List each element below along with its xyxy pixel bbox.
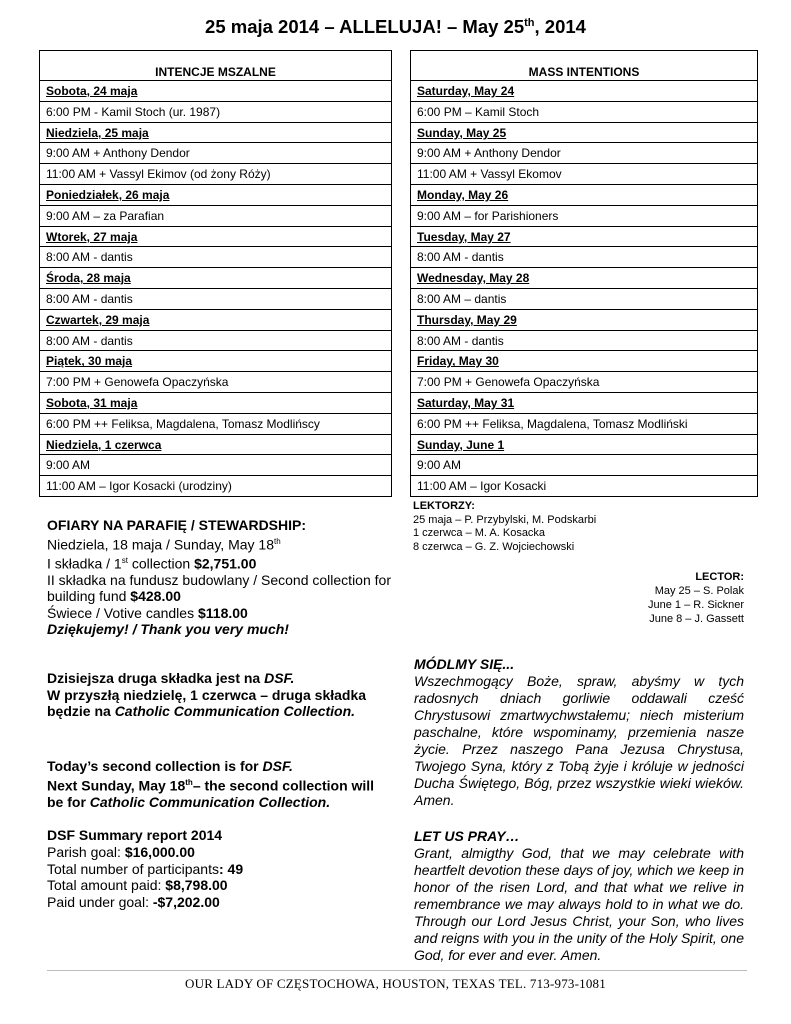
- day-heading-row: Sunday, May 25: [411, 123, 757, 144]
- lektorzy-block: [413, 500, 596, 554]
- footer: OUR LADY OF CZĘSTOCHOWA, HOUSTON, TEXAS TEL. 713-973-1081: [185, 976, 606, 991]
- day-heading-row: Niedziela, 25 maja: [40, 123, 391, 144]
- day-heading-row: Thursday, May 29: [411, 310, 757, 331]
- day-heading-row: Niedziela, 1 czerwca: [40, 435, 391, 456]
- lektorzy-line: 1 czerwca – M. A. Kosacka: [413, 527, 546, 539]
- prayer-polish: [414, 656, 744, 809]
- dsf-notice-english: Today’s second collection is for DSF. Next Sunday, May 18th– the second collection will be for Catholic Communication Collection.: [47, 758, 375, 810]
- day-heading-row: Poniedziałek, 26 maja: [40, 185, 391, 206]
- day-heading-row: Tuesday, May 27: [411, 227, 757, 248]
- intention-row: 11:00 AM – Igor Kosacki (urodziny): [46, 479, 232, 494]
- prayer-heading: LET US PRAY…: [414, 828, 520, 844]
- day-heading-row: Saturday, May 31: [411, 393, 757, 414]
- stewardship-heading: OFIARY NA PARAFIĘ / STEWARDSHIP:: [47, 517, 307, 533]
- summary-heading: DSF Summary report 2014: [47, 827, 223, 843]
- day-heading-row: Wednesday, May 28: [411, 268, 757, 289]
- lektorzy-line: 8 czerwca – G. Z. Wojciechowski: [413, 540, 575, 553]
- day-heading-row: Czwartek, 29 maja: [40, 310, 391, 331]
- day-heading-row: Sobota, 31 maja: [40, 393, 391, 414]
- thanks-line: Dziękujemy! / Thank you very much!: [47, 621, 289, 638]
- first-collection: I składka / 1st collection $2,751.00: [47, 555, 257, 572]
- intention-row: 8:00 AM - dantis: [40, 247, 391, 268]
- intention-row: 11:00 AM + Vassyl Ekomov: [411, 164, 757, 185]
- lector-line: June 1 – R. Sickner: [648, 599, 744, 611]
- day-heading-row: Wtorek, 27 maja: [40, 227, 391, 248]
- prayer-english: [414, 828, 744, 964]
- stewardship-section: [47, 517, 397, 638]
- intention-row: 9:00 AM – for Parishioners: [411, 206, 757, 227]
- intention-row: 8:00 AM - dantis: [411, 331, 757, 352]
- intention-row: 7:00 PM + Genowefa Opaczyńska: [40, 372, 391, 393]
- second-collection: II składka na fundusz budowlany / Second collection for building fund $428.00: [47, 571, 391, 605]
- table-heading: INTENCJE MSZALNE: [40, 51, 391, 81]
- table-heading: MASS INTENTIONS: [411, 51, 757, 81]
- intention-row: 9:00 AM: [40, 455, 391, 476]
- intention-row: 11:00 AM – Igor Kosacki: [417, 479, 547, 494]
- prayer-body: Grant, almigthy God, that we may celebrate with heartfelt devotion these days of joy, which we keep in honor of the risen Lord, and that what we relive in remembrance we may always hold to in what we do. Through our Lord Jesus Christ, your Son, who lives and reigns with you in the unity of the Holy Spirit, one God, for ever and ever. Amen.: [414, 845, 744, 963]
- intention-row: 9:00 AM – za Parafian: [40, 206, 391, 227]
- votive-candles: Świece / Votive candles $118.00: [47, 604, 248, 621]
- intention-row: 6:00 PM ++ Feliksa, Magdalena, Tomasz Modliński: [411, 414, 757, 435]
- lector-heading: LECTOR:: [695, 571, 744, 583]
- intention-row: 8:00 AM - dantis: [40, 289, 391, 310]
- footer-divider: [47, 970, 747, 971]
- intentions-table-polish: [39, 50, 392, 497]
- day-heading-row: Środa, 28 maja: [40, 268, 391, 289]
- intention-row: 7:00 PM + Genowefa Opaczyńska: [411, 372, 757, 393]
- lector-line: June 8 – J. Gassett: [649, 613, 744, 625]
- intention-row: 8:00 AM - dantis: [411, 247, 757, 268]
- lector-block: [648, 570, 744, 626]
- intention-row: 8:00 AM - dantis: [40, 331, 391, 352]
- page-title: 25 maja 2014 – ALLELUJA! – May 25th, 2014: [205, 16, 586, 37]
- intentions-table-english: [410, 50, 758, 497]
- paid-under-goal: Paid under goal: -$7,202.00: [47, 894, 220, 911]
- intention-row: 6:00 PM ++ Feliksa, Magdalena, Tomasz Modlińscy: [40, 414, 391, 435]
- day-heading-row: Piątek, 30 maja: [40, 351, 391, 372]
- intention-row: 9:00 AM: [411, 455, 757, 476]
- day-heading-row: Saturday, May 24: [411, 81, 757, 102]
- dsf-summary: [47, 827, 377, 911]
- parish-goal: Parish goal: $16,000.00: [47, 843, 195, 860]
- prayer-body: Wszechmogący Boże, spraw, abyśmy w tych radosnych dniach gorliwie oddawali cześć Chrystusowi zmartwychwstałemu; niech misterium paschalne, które wspominamy, przemienia nasze życie. Przez naszego Pana Jezusa Chrystusa, Twojego Syna, który z Tobą żyje i króluje w jedności Ducha Świętego, Bóg, przez wszystkie wieki wieków. Amen.: [414, 673, 744, 808]
- lector-line: May 25 – S. Polak: [654, 585, 744, 597]
- lektorzy-line: 25 maja – P. Przybylski, M. Podskarbi: [413, 513, 597, 526]
- day-heading-row: Friday, May 30: [411, 351, 757, 372]
- stewardship-date: Niedziela, 18 maja / Sunday, May 18th: [47, 536, 281, 553]
- intention-row: 6:00 PM – Kamil Stoch: [411, 102, 757, 123]
- dsf-notice-polish: Dzisiejsza druga składka jest na DSF. W przyszłą niedzielę, 1 czerwca – druga składka będzie na Catholic Communication Collection.: [47, 670, 367, 719]
- intention-row: 8:00 AM – dantis: [411, 289, 757, 310]
- participants: Total number of participants: 49: [47, 860, 244, 877]
- day-heading-row: Sunday, June 1: [411, 435, 757, 456]
- day-heading-row: Sobota, 24 maja: [40, 81, 391, 102]
- prayer-heading: MÓDLMY SIĘ...: [414, 656, 515, 672]
- intention-row: 9:00 AM + Anthony Dendor: [40, 143, 391, 164]
- intention-row: 11:00 AM + Vassyl Ekimov (od żony Róży): [40, 164, 391, 185]
- day-heading-row: Monday, May 26: [411, 185, 757, 206]
- intention-row: 6:00 PM - Kamil Stoch (ur. 1987): [40, 102, 391, 123]
- lektorzy-heading: LEKTORZY:: [413, 500, 475, 512]
- amount-paid: Total amount paid: $8,798.00: [47, 877, 228, 894]
- intention-row: 9:00 AM + Anthony Dendor: [411, 143, 757, 164]
